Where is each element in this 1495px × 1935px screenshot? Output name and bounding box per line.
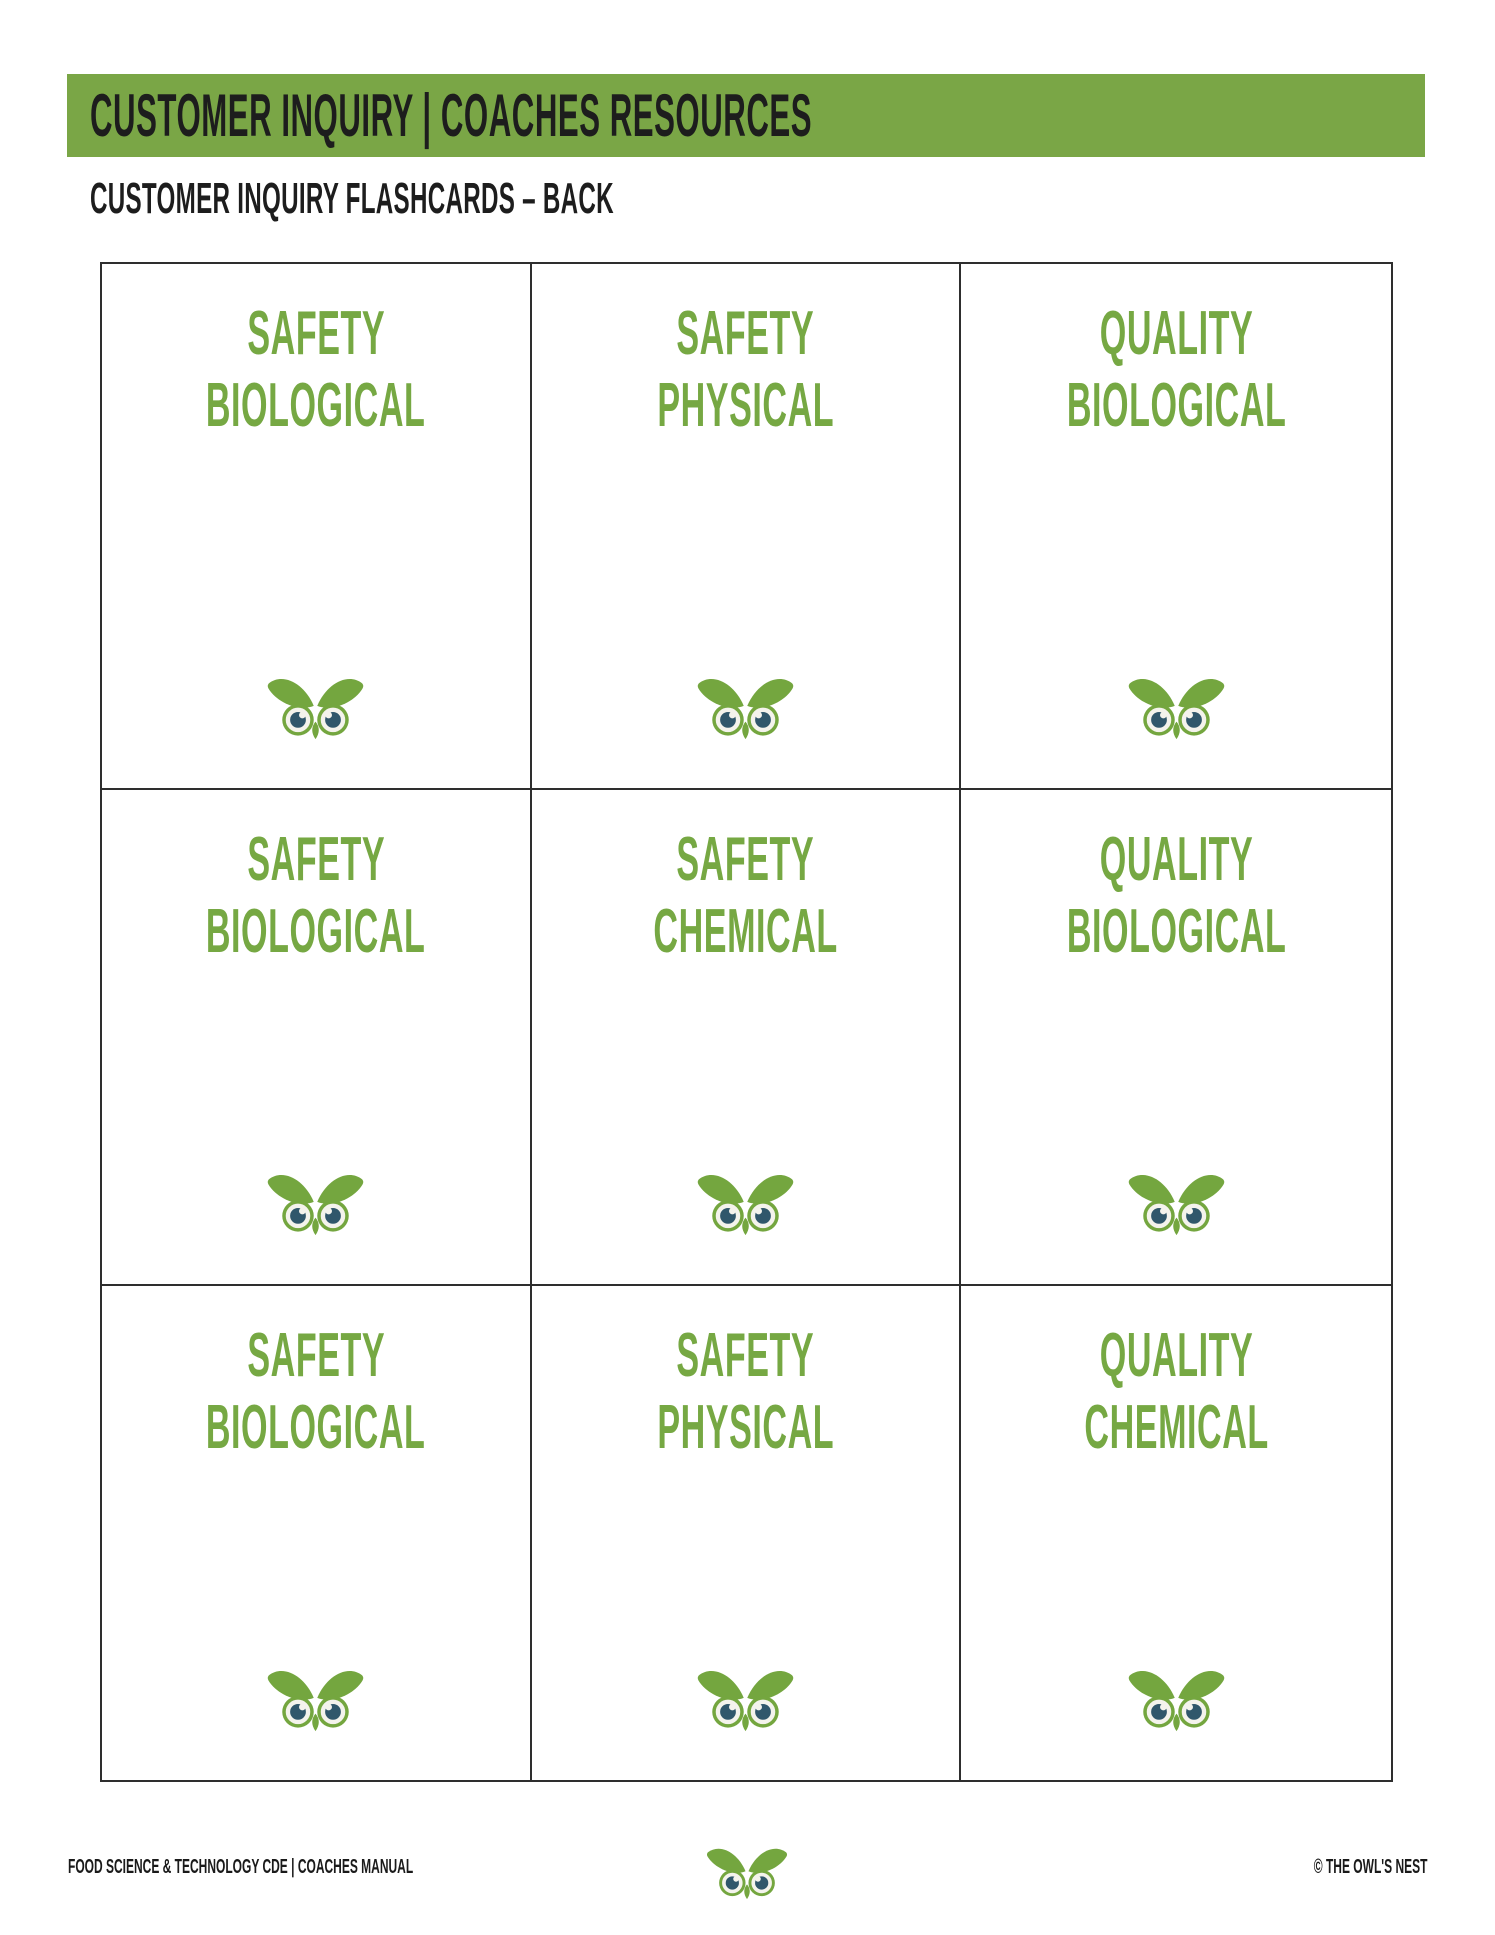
flashcard-title: SAFETY PHYSICAL: [657, 299, 834, 440]
flashcard-7: [102, 1286, 532, 1780]
flashcard-title: SAFETY BIOLOGICAL: [206, 299, 426, 440]
flashcard-4: [102, 790, 532, 1286]
page-subtitle: CUSTOMER INQUIRY FLASHCARDS – BACK: [90, 174, 614, 223]
owl-logo-icon: [1124, 670, 1229, 740]
owl-logo-icon: [1124, 1166, 1229, 1236]
flashcard-6: [961, 790, 1391, 1286]
flashcard-title: QUALITY CHEMICAL: [1083, 1321, 1269, 1462]
flashcard-title: SAFETY PHYSICAL: [657, 1321, 834, 1462]
owl-logo-icon: [703, 1841, 791, 1900]
flashcard-1: [102, 264, 532, 790]
flashcard-title: SAFETY BIOLOGICAL: [206, 825, 426, 966]
flashcard-title: SAFETY CHEMICAL: [653, 825, 838, 966]
flashcard-5: [532, 790, 962, 1286]
flashcard-title: QUALITY BIOLOGICAL: [1066, 825, 1286, 966]
flashcard-2: [532, 264, 962, 790]
owl-logo-icon: [693, 1662, 798, 1732]
flashcard-title: SAFETY BIOLOGICAL: [206, 1321, 426, 1462]
flashcard-3: [961, 264, 1391, 790]
header-title: CUSTOMER INQUIRY | COACHES RESOURCES: [90, 82, 813, 149]
flashcard-9: [961, 1286, 1391, 1780]
owl-logo-icon: [693, 1166, 798, 1236]
owl-logo-icon: [263, 1662, 368, 1732]
footer-left-text: FOOD SCIENCE & TECHNOLOGY CDE | COACHES MANUAL: [68, 1856, 414, 1878]
owl-logo-icon: [263, 670, 368, 740]
owl-logo-icon: [693, 670, 798, 740]
flashcards-grid: [100, 262, 1393, 1782]
header-banner: [67, 74, 1425, 157]
footer-copyright-text: © THE OWL'S NEST: [1313, 1856, 1427, 1878]
owl-logo-icon: [1124, 1662, 1229, 1732]
flashcard-8: [532, 1286, 962, 1780]
flashcard-title: QUALITY BIOLOGICAL: [1066, 299, 1286, 440]
owl-logo-icon: [263, 1166, 368, 1236]
